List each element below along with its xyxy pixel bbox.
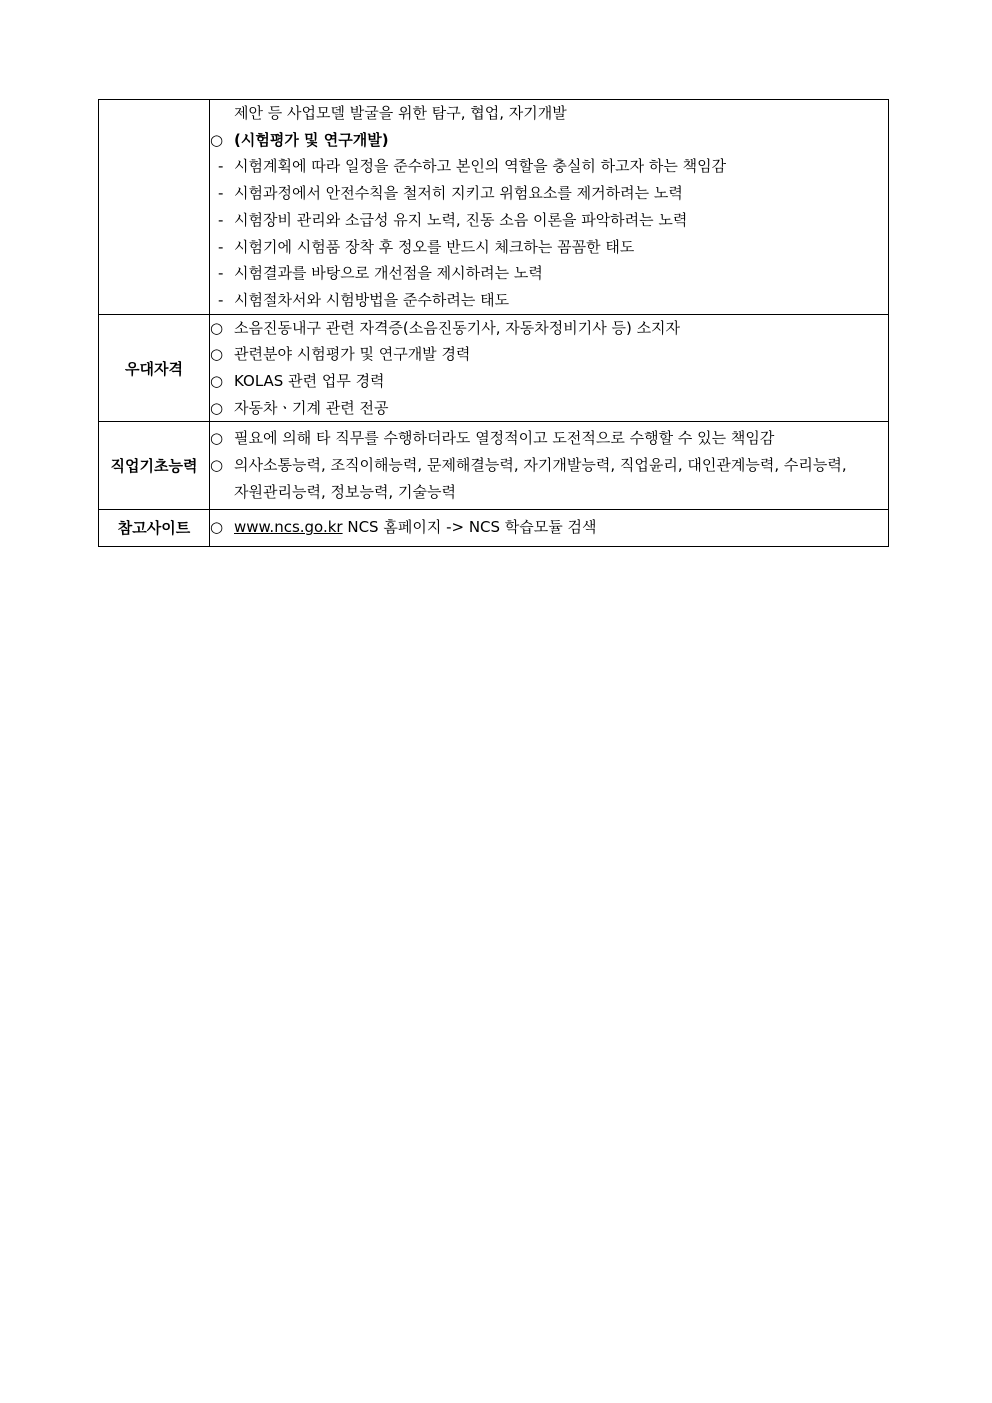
- list-item: ○ 의사소통능력, 조직이해능력, 문제해결능력, 자기개발능력, 직업윤리, 대인관계능력, 수리능력,: [210, 452, 888, 479]
- row-content: [210, 422, 889, 509]
- circle-bullet-icon: ○: [210, 130, 224, 149]
- circle-bullet-icon: ○: [210, 345, 224, 364]
- dash-bullet: -: [218, 264, 224, 283]
- row-label-empty: [99, 100, 210, 315]
- row-label-reference-site: 참고사이트: [99, 509, 210, 546]
- list-item: - 시험절차서와 시험방법을 준수하려는 태도: [210, 287, 888, 314]
- circle-bullet-icon: ○: [210, 429, 224, 448]
- list-item: ○ www.ncs.go.kr NCS 홈페이지 -> NCS 학습모듈 검색: [210, 514, 888, 541]
- dash-bullet: -: [218, 210, 224, 229]
- circle-bullet-icon: ○: [210, 398, 224, 417]
- circle-bullet-icon: ○: [210, 456, 224, 475]
- row-content: [210, 100, 889, 315]
- list-item: - 시험기에 시험품 장착 후 정오를 반드시 체크하는 꼼꼼한 태도: [210, 234, 888, 261]
- table-row-attitude: [99, 100, 889, 315]
- dash-bullet: -: [218, 290, 224, 309]
- list-item: ○ 소음진동내구 관련 자격증(소음진동기사, 자동차정비기사 등) 소지자: [210, 315, 888, 342]
- row-label-preferred: 우대자격: [99, 314, 210, 422]
- circle-bullet-icon: ○: [210, 518, 224, 537]
- row-content: [210, 509, 889, 546]
- table-row-preferred-qualifications: [99, 314, 889, 422]
- dash-bullet: -: [218, 157, 224, 176]
- list-item: - 시험결과를 바탕으로 개선점을 제시하려는 노력: [210, 260, 888, 287]
- list-item: - 시험계획에 따라 일정을 준수하고 본인의 역할을 충실히 하고자 하는 책임감: [210, 153, 888, 180]
- circle-bullet-icon: ○: [210, 372, 224, 391]
- ncs-website-link[interactable]: www.ncs.go.kr: [234, 518, 343, 537]
- table-row-reference-site: [99, 509, 889, 546]
- list-item: ○ KOLAS 관련 업무 경력: [210, 368, 888, 395]
- list-item: ○ 관련분야 시험평가 및 연구개발 경력: [210, 341, 888, 368]
- list-item: ○ (시험평가 및 연구개발): [210, 127, 888, 154]
- table-row-basic-competencies: [99, 422, 889, 509]
- list-item: 제안 등 사업모델 발굴을 위한 탐구, 협업, 자기개발: [234, 104, 567, 122]
- dash-bullet: -: [218, 237, 224, 256]
- row-label-basic-competencies: 직업기초능력: [99, 422, 210, 509]
- list-item: ○ 자동차ㆍ기계 관련 전공: [210, 395, 888, 422]
- job-description-table: [98, 99, 889, 547]
- list-item: ○ 필요에 의해 타 직무를 수행하더라도 열정적이고 도전적으로 수행할 수 있는 책임감: [210, 425, 888, 452]
- list-item: - 시험장비 관리와 소급성 유지 노력, 진동 소음 이론을 파악하려는 노력: [210, 207, 888, 234]
- row-content: [210, 314, 889, 422]
- list-item: 자원관리능력, 정보능력, 기술능력: [234, 482, 456, 501]
- list-item: - 시험과정에서 안전수칙을 철저히 지키고 위험요소를 제거하려는 노력: [210, 180, 888, 207]
- circle-bullet-icon: ○: [210, 318, 224, 337]
- dash-bullet: -: [218, 184, 224, 203]
